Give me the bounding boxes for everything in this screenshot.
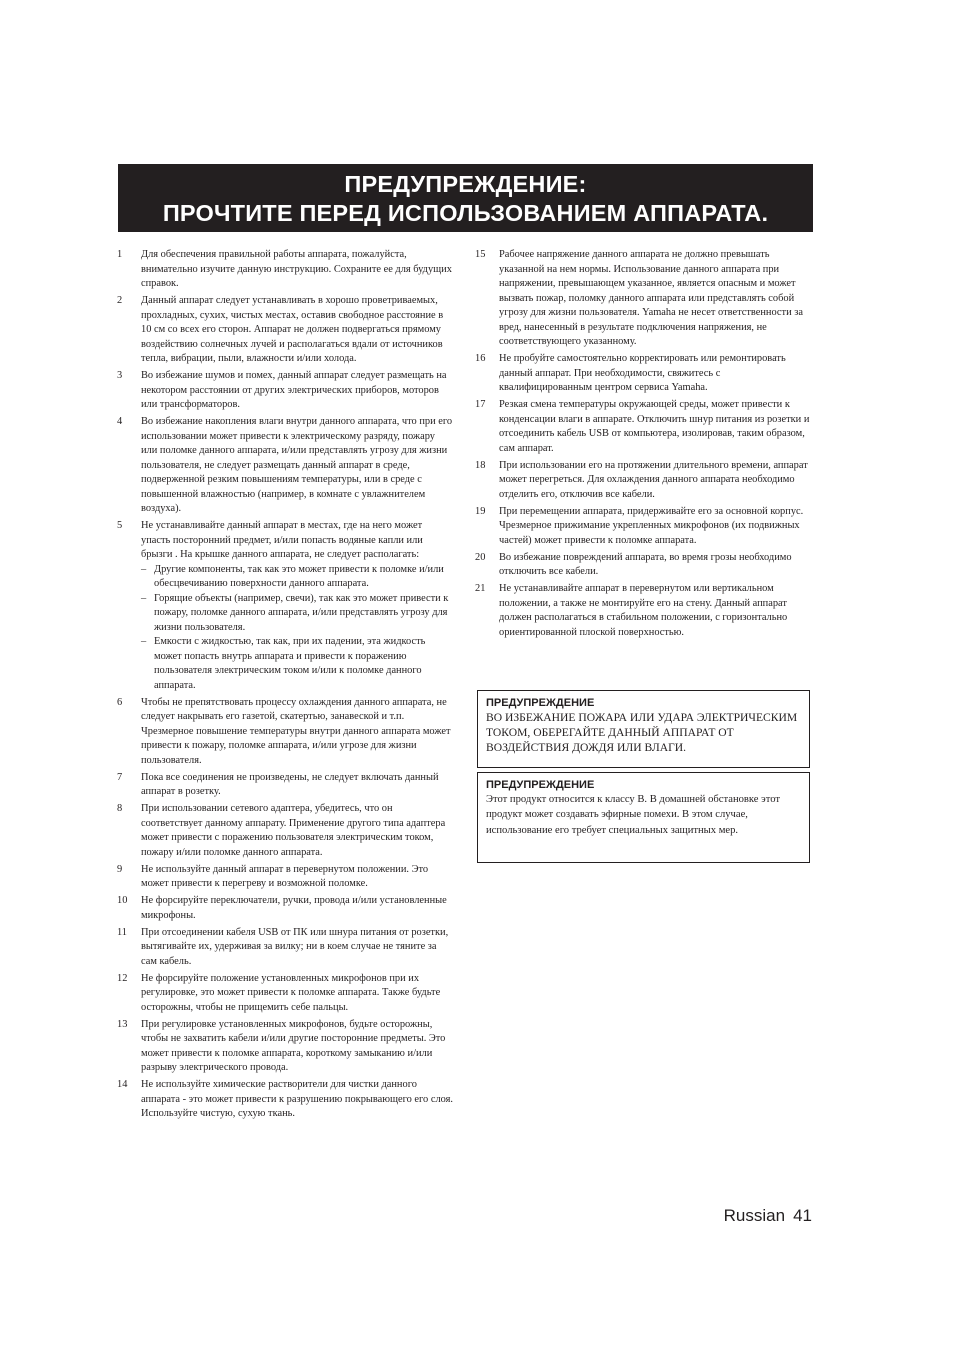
item-text: Во избежание шумов и помех, данный аппарат следует размещать на некотором расстоянии от других электрических приборов, моторов или трансформаторов. bbox=[141, 370, 447, 410]
item-text: При регулировке установленных микрофонов, будьте осторожны, чтобы не захватить кабели и/или другие посторонние предметы. Это может привести к поломке аппарата, короткому замыканию и/или разрыву электрического провода. bbox=[141, 1018, 446, 1073]
list-item bbox=[117, 1078, 453, 1122]
item-number: 5 bbox=[117, 520, 123, 531]
list-item bbox=[117, 894, 453, 923]
item-number: 14 bbox=[117, 1079, 128, 1090]
item-number: 11 bbox=[117, 926, 128, 938]
warning-text: Этот продукт относится к классу B. В домашней обстановке этот продукт может создавать эфирные помехи. В этом случае, использование его требует специальных защитных мер. bbox=[486, 794, 780, 836]
warning-text: ВО ИЗБЕЖАНИЕ ПОЖАРА ИЛИ УДАРА ЭЛЕКТРИЧЕСКИМ ТОКОМ, ОБЕРЕГАЙТЕ ДАННЫЙ АППАРАТ ОТ ВОЗДЕЙСТВИЯ ДОЖДЯ ИЛИ ВЛАГИ. bbox=[486, 711, 798, 754]
item-body bbox=[141, 519, 453, 693]
item-text: Данный аппарат следует устанавливать в хорошо проветриваемых, прохладных, сухих, чистых местах, оставив свободное расстояние в 10 см со всех его сторон. Аппарат не должен подвергаться прямому воздействию солнечных лучей и располагаться вдали от источников тепла, вибрации, пыли, влажности и/или холода. bbox=[141, 295, 444, 364]
item-number: 10 bbox=[117, 895, 128, 906]
item-text: Для обеспечения правильной работы аппарата, пожалуйста, внимательно изучите данную инструкцию. Сохраните ее для будущих справок. bbox=[141, 249, 452, 289]
page-number: 41 bbox=[793, 1206, 812, 1225]
list-item bbox=[117, 248, 453, 292]
item-number: 9 bbox=[117, 863, 123, 875]
page-title-line-2: ПРОЧТИТЕ ПЕРЕД ИСПОЛЬЗОВАНИЕМ АППАРАТА. bbox=[162, 200, 769, 226]
warning-box-class-b bbox=[477, 772, 810, 863]
item-number: 19 bbox=[475, 505, 486, 517]
list-item bbox=[475, 352, 813, 396]
item-number: 4 bbox=[117, 416, 123, 427]
item-text: Не форсируйте положение установленных микрофонов при их регулировке, это может привести к поломке аппарата. Также будьте осторожны, чтобы не прищемить себе пальцы. bbox=[141, 972, 441, 1013]
item-text: Во избежание накопления влаги внутри данного аппарата, что при его использовании может привести к электрическому разряду, пожару или поломке данного аппарата, и/или представлять угрозу для жизни пользователя, не следует размещать данный аппарат в среде, подверженной резким повышениям температуры, или в среде с повышенной влажностью (например, в комнате с увлажнителем воздуха). bbox=[141, 416, 453, 514]
item-number: 8 bbox=[117, 803, 123, 814]
item-text: При перемещении аппарата, придерживайте его за основной корпус. Чрезмерное прижимание укрепленных микрофонов (их подвижных частей) может привести к поломке аппарата. bbox=[499, 505, 804, 546]
dash-bullet: – bbox=[141, 592, 147, 604]
item-number: 6 bbox=[117, 696, 123, 708]
sub-item-text: Емкости с жидкостью, так как, при их падении, эта жидкость может попасть внутрь аппарата и привести к поражению пользователя электрическим током и/или к поломке данного аппарата. bbox=[154, 636, 426, 691]
item-text: Не устанавливайте аппарат в перевернутом или вертикальном положении, а также не монтируйте его на стену. Данный аппарат должен располагаться в стабильном положении, с горизонтально ориентированной плоской поверхностью. bbox=[499, 583, 788, 638]
sub-list-item bbox=[141, 635, 453, 693]
item-text: Не используйте химические растворители для чистки данного аппарата - это может привести к разрушению покрывающего его слоя. Используйте чистую, сухую ткань. bbox=[141, 1079, 454, 1119]
item-number: 18 bbox=[475, 459, 486, 471]
list-item bbox=[475, 551, 813, 580]
item-number: 1 bbox=[117, 249, 123, 260]
item-text: Пока все соединения не произведены, не следует включать данный аппарат в розетку. bbox=[141, 771, 439, 797]
list-item bbox=[117, 369, 453, 413]
item-number: 15 bbox=[475, 249, 486, 260]
list-item bbox=[475, 505, 813, 549]
list-item bbox=[475, 248, 813, 350]
list-item bbox=[475, 459, 813, 503]
page-footer bbox=[700, 1206, 812, 1226]
item-text: Резкая смена температуры окружающей среды, может привести к конденсации влаги в аппарате. Отключить шнур питания из розетки и отсоединить кабель USB от компьютера, изолировав, таким образом, сам аппарат. bbox=[499, 399, 810, 454]
list-item bbox=[117, 926, 453, 970]
item-text: При использовании его на протяжении длительного времени, аппарат может перегреться. Для охлаждения данного аппарата необходимо отделить его, отключив все кабели. bbox=[499, 459, 808, 500]
item-text: Не форсируйте переключатели, ручки, провода и/или установленные микрофоны. bbox=[141, 895, 447, 921]
page-title-line-1: ПРЕДУПРЕЖДЕНИЕ: bbox=[344, 171, 587, 197]
item-text: Не пробуйте самостоятельно корректировать или ремонтировать данный аппарат. При необходимости, свяжитесь с квалифицированным центром сервиса Yamaha. bbox=[499, 353, 786, 393]
sub-list-item bbox=[141, 592, 453, 636]
list-item bbox=[117, 863, 453, 892]
item-number: 7 bbox=[117, 771, 123, 783]
item-text: При отсоединении кабеля USB от ПК или шнура питания от розетки, вытягивайте их, удерживая за вилку; ни в коем случае не тяните за сам кабель. bbox=[141, 926, 449, 967]
list-item bbox=[117, 972, 453, 1016]
sub-list-item bbox=[141, 563, 453, 592]
item-number: 13 bbox=[117, 1018, 128, 1030]
item-number: 12 bbox=[117, 972, 128, 984]
list-item bbox=[117, 771, 453, 800]
list-item bbox=[475, 398, 813, 456]
list-item bbox=[117, 802, 453, 860]
sub-item-text: Горящие объекты (например, свечи), так как это может привести к пожару, поломке данного аппарата, и/или представлять угрозу для жизни пользователя. bbox=[154, 592, 449, 633]
item-text: Не используйте данный аппарат в перевернутом положении. Это может привести к перегреву и возможной поломке. bbox=[141, 863, 429, 889]
right-column bbox=[475, 248, 813, 643]
sub-item-text: Другие компоненты, так как это может привести к поломке и/или обесцвечиванию поверхности данного аппарата. bbox=[154, 563, 444, 589]
item-number: 3 bbox=[117, 370, 123, 381]
list-item bbox=[117, 415, 453, 517]
list-item bbox=[117, 696, 453, 769]
warning-box-fire bbox=[477, 690, 810, 768]
list-item bbox=[475, 582, 813, 640]
warning-title: ПРЕДУПРЕЖДЕНИЕ bbox=[486, 697, 595, 709]
dash-bullet: – bbox=[141, 636, 147, 647]
footer-language: Russian bbox=[723, 1206, 786, 1225]
list-item bbox=[117, 519, 453, 693]
item-text: Рабочее напряжение данного аппарата не должно превышать указанной на нем нормы. Использование данного аппарата при напряжении, превышающем указанное, является опасным и может вызвать пожар, поломку данного аппарата или представлять собой угрозу для жизни пользователя. Yamaha не несет ответственности за вред, нанесенный в результате подключения напряжения, не соответствующего указанному. bbox=[499, 249, 803, 347]
warning-title: ПРЕДУПРЕЖДЕНИЕ bbox=[486, 779, 595, 791]
item-text: Не устанавливайте данный аппарат в местах, где на него может упасть посторонний предмет, и/или попасть водяные капли или брызги . На крышке данного аппарата, не следует располагать: bbox=[141, 520, 423, 560]
page-title-banner bbox=[118, 164, 813, 232]
item-number: 20 bbox=[475, 551, 486, 563]
item-text: Чтобы не препятствовать процессу охлаждения данного аппарата, не следует накрывать его газетой, скатертью, занавеской и т.п. Чрезмерное повышение температуры внутри данного аппарата может привести к пожару, поломке аппарата, и/или угрозе для жизни пользователя. bbox=[141, 696, 451, 766]
item-number: 17 bbox=[475, 399, 486, 410]
list-item bbox=[117, 1018, 453, 1076]
item-number: 16 bbox=[475, 353, 486, 364]
item-text: Во избежание повреждений аппарата, во время грозы необходимо отключить все кабели. bbox=[499, 551, 792, 577]
item-number: 21 bbox=[475, 583, 486, 594]
list-item bbox=[117, 294, 453, 367]
item-number: 2 bbox=[117, 295, 123, 306]
left-column bbox=[117, 248, 453, 1124]
dash-bullet: – bbox=[141, 563, 147, 575]
item-text: При использовании сетевого адаптера, убедитесь, что он соответствует данному аппарату. Применение другого типа адаптера может привести с поражению пользователя электрическим током, пожару и/или поломке данного аппарата. bbox=[141, 803, 446, 858]
